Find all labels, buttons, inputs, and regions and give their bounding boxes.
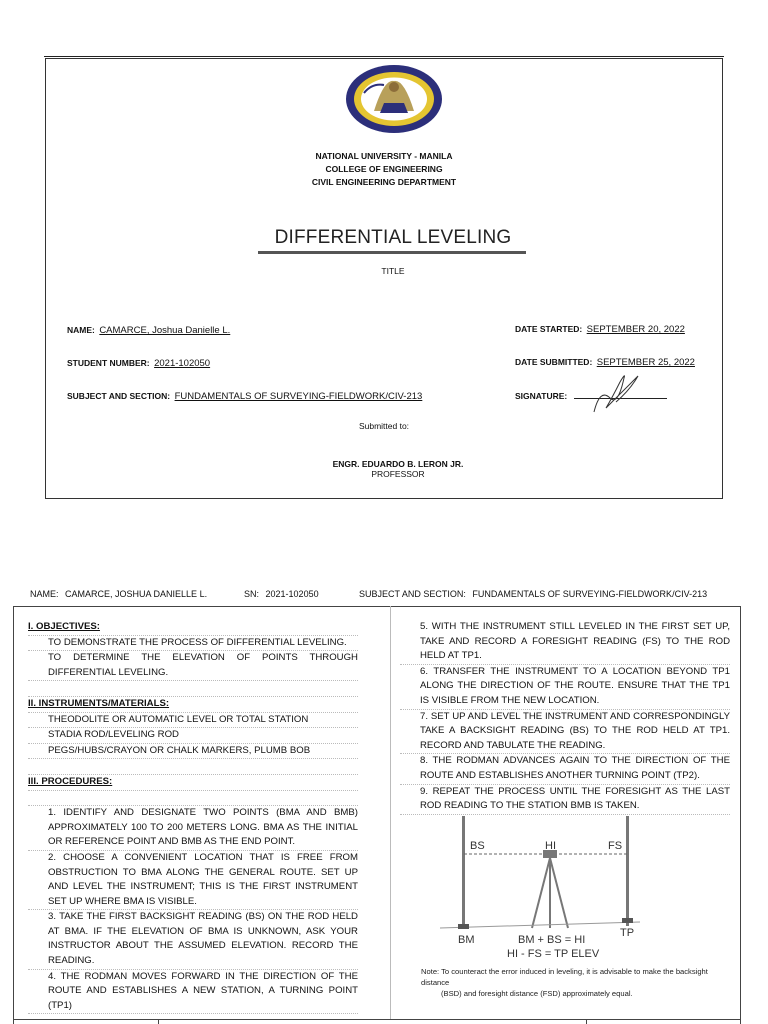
header-sn-value: 2021-102050 <box>265 589 319 599</box>
instrument-item: PEGS/HUBS/CRAYON OR CHALK MARKERS, PLUMB BOB <box>28 744 358 760</box>
column-divider <box>390 606 391 1019</box>
page2-header <box>30 589 207 599</box>
ground-line <box>440 922 640 928</box>
department-name: CIVIL ENGINEERING DEPARTMENT <box>311 177 457 187</box>
bs-label: BS <box>470 840 485 852</box>
professor-name: ENGR. EDUARDO B. LERON JR. <box>332 459 464 469</box>
procedures-heading: III. PROCEDURES: <box>28 775 358 791</box>
blank-line <box>28 681 358 697</box>
objective-item: TO DEMONSTRATE THE PROCESS OF DIFFERENTIAL LEVELING. <box>28 636 358 652</box>
student-number-label: STUDENT NUMBER: <box>67 358 150 368</box>
header-subject-label: SUBJECT AND SECTION: <box>359 589 466 599</box>
name-row <box>67 320 230 338</box>
objectives-heading: I. OBJECTIVES: <box>28 620 358 636</box>
procedure-step: 8. THE RODMAN ADVANCES AGAIN TO THE DIRECTION OF THE ROUTE AND ESTABLISHES ANOTHER TURNING POINT (TP2). <box>400 754 730 784</box>
note-line: (BSD) and foresight distance (FSD) approximately equal. <box>441 989 633 998</box>
date-submitted-label: DATE SUBMITTED: <box>515 357 593 367</box>
subject-label: SUBJECT AND SECTION: <box>67 391 171 401</box>
procedure-step: 2. CHOOSE A CONVENIENT LOCATION THAT IS FREE FROM OBSTRUCTION TO BMA ALONG THE GENERAL ROUTE. SET UP AND LEVEL THE INSTRUMENT; THIS IS THE FIRST INSTRUMENT SET UP WHERE BMA IS VISIBLE. <box>28 851 358 910</box>
leveling-diagram <box>440 812 640 962</box>
instrument-item: STADIA ROD/LEVELING ROD <box>28 728 358 744</box>
procedure-step: 9. REPEAT THE PROCESS UNTIL THE FORESIGHT AS THE LAST ROD READING TO THE STATION BMB IS TAKEN. <box>400 785 730 815</box>
procedure-step: 4. THE RODMAN MOVES FORWARD IN THE DIRECTION OF THE ROUTE AND ESTABLISHES A NEW STATION, A TURNING POINT (TP1) <box>28 970 358 1015</box>
title-underline <box>258 251 526 254</box>
procedure-step: 5. WITH THE INSTRUMENT STILL LEVELED IN THE FIRST SET UP, TAKE AND RECORD A FORESIGHT READING (FS) TO THE ROD HELD AT TP1. <box>400 620 730 665</box>
header-sn-label: SN: <box>244 589 260 599</box>
signature-label: SIGNATURE: <box>515 391 568 401</box>
date-started-row <box>515 319 685 337</box>
blank-line <box>28 791 358 807</box>
cover-top-rule <box>44 56 724 57</box>
subject-value: FUNDAMENTALS OF SURVEYING-FIELDWORK/CIV-213 <box>174 391 423 402</box>
procedure-step: 6. TRANSFER THE INSTRUMENT TO A LOCATION BEYOND TP1 ALONG THE DIRECTION OF THE ROUTE. ENSURE THAT THE TP1 IS VISIBLE FROM THE NEW LOCATION. <box>400 665 730 710</box>
date-started-label: DATE STARTED: <box>515 324 583 334</box>
name-value: CAMARCE, Joshua Danielle L. <box>99 325 231 336</box>
document-title: DIFFERENTIAL LEVELING <box>274 227 512 248</box>
bm-label: BM <box>458 934 475 946</box>
date-submitted-value: SEPTEMBER 25, 2022 <box>596 357 695 368</box>
left-column <box>28 620 358 1014</box>
student-number-value: 2021-102050 <box>154 358 211 369</box>
signature-scribble-icon <box>580 368 650 418</box>
page2-header-subject <box>359 589 707 599</box>
instruments-heading: II. INSTRUMENTS/MATERIALS: <box>28 697 358 713</box>
tp-peg <box>622 918 633 923</box>
professor-title: PROFESSOR <box>371 469 425 479</box>
date-started-value: SEPTEMBER 20, 2022 <box>586 324 685 335</box>
procedure-step: 7. SET UP AND LEVEL THE INSTRUMENT AND CORRESPONDINGLY TAKE A BACKSIGHT READING (BS) TO THE ROD HELD AT TP1. RECORD AND TABULATE THE READING. <box>400 710 730 755</box>
backsight-rod <box>462 816 465 926</box>
header-name-value: CAMARCE, JOSHUA DANIELLE L. <box>65 589 208 599</box>
blank-line <box>28 759 358 775</box>
name-label: NAME: <box>67 325 95 335</box>
student-number-row <box>67 353 210 371</box>
equation-tp-elev: HI - FS = TP ELEV <box>507 948 600 960</box>
subject-row <box>67 386 422 404</box>
instrument-item: THEODOLITE OR AUTOMATIC LEVEL OR TOTAL STATION <box>28 713 358 729</box>
university-seal-icon <box>344 63 444 135</box>
note-block <box>421 966 731 999</box>
note-line: Note: To counteract the error induced in leveling, it is advisable to make the backsight distance <box>421 967 708 987</box>
college-name: COLLEGE OF ENGINEERING <box>325 164 443 174</box>
signature-row <box>515 386 567 404</box>
tripod-leg <box>532 858 550 928</box>
header-subject-value: FUNDAMENTALS OF SURVEYING-FIELDWORK/CIV-213 <box>472 589 708 599</box>
fs-label: FS <box>608 840 623 852</box>
table-top-rule <box>13 1019 741 1020</box>
equation-hi: BM + BS = HI <box>518 934 586 946</box>
right-column <box>400 620 730 815</box>
objective-item: TO DETERMINE THE ELEVATION OF POINTS THROUGH DIFFERENTIAL LEVELING. <box>28 651 358 681</box>
tripod-leg <box>550 858 568 928</box>
table-col-rule <box>586 1019 587 1024</box>
bm-peg <box>458 924 469 929</box>
hi-label: HI <box>545 840 556 852</box>
procedure-step: 1. IDENTIFY AND DESIGNATE TWO POINTS (BMA AND BMB) APPROXIMATELY 100 TO 200 METERS LONG. BMA AS THE INITIAL OR REFERENCE POINT AND BMB AS THE END POINT. <box>28 806 358 851</box>
page2-header-sn <box>244 589 319 599</box>
submitted-to: Submitted to: <box>358 421 410 431</box>
procedure-step: 3. TAKE THE FIRST BACKSIGHT READING (BS) ON THE ROD HELD AT BMA. IF THE ELEVATION OF BMA IS UNKNOWN, ASK YOUR INSTRUCTOR ABOUT THE ASSUMED ELEVATION. RECORD THE READING. <box>28 910 358 969</box>
table-col-rule <box>158 1019 159 1024</box>
title-caption: TITLE <box>381 266 405 276</box>
header-name-label: NAME: <box>30 589 59 599</box>
foresight-rod <box>626 816 629 926</box>
tp-label: TP <box>620 927 635 939</box>
university-name: NATIONAL UNIVERSITY - MANILA <box>315 151 453 161</box>
